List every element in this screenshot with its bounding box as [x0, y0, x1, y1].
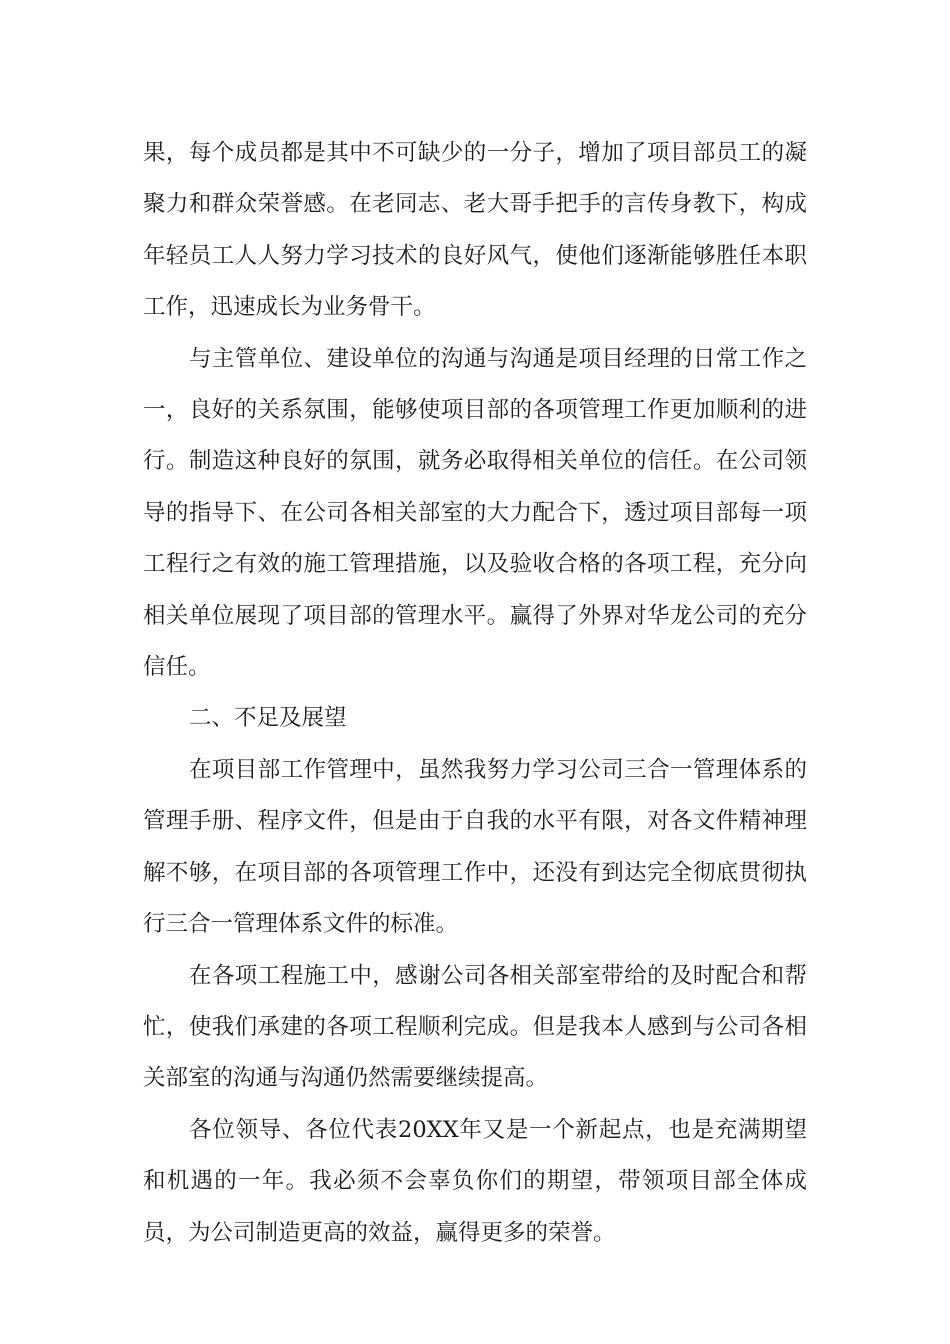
paragraph-department-cooperation: 在各项工程施工中，感谢公司各相关部室带给的及时配合和帮忙，使我们承建的各项工程顺利完成。但是我本人感到与公司各相关部室的沟通与沟通仍然需要继续提高。 — [143, 962, 807, 1092]
paragraph-closing: 各位领导、各位代表20XX年又是一个新起点，也是充满期望和机遇的一年。我必须不会辜负你们的期望，带领项目部全体成员，为公司制造更高的效益，赢得更多的荣誉。 — [143, 1116, 807, 1246]
paragraph-communication: 与主管单位、建设单位的沟通与沟通是项目经理的日常工作之一，良好的关系氛围，能够使项目部的各项管理工作更加顺利的进行。制造这种良好的氛围，就务必取得相关单位的信任。在公司领导的指导下、在公司各相关部室的大力配合下，透过项目部每一项工程行之有效的施工管理措施，以及验收合格的各项工程，充分向相关单位展现了项目部的管理水平。赢得了外界对华龙公司的充分信任。 — [143, 345, 807, 681]
paragraph-team-cohesion: 果，每个成员都是其中不可缺少的一分子，增加了项目部员工的凝聚力和群众荣誉感。在老同志、老大哥手把手的言传身教下，构成年轻员工人人努力学习技术的良好风气，使他们逐渐能够胜任本职工作，迅速成长为业务骨干。 — [143, 140, 807, 321]
paragraph-management-system: 在项目部工作管理中，虽然我努力学习公司三合一管理体系的管理手册、程序文件，但是由于自我的水平有限，对各文件精神理解不够，在项目部的各项管理工作中，还没有到达完全彻底贯彻执行三合一管理体系文件的标准。 — [143, 756, 807, 938]
document-body — [143, 128, 807, 1259]
section-heading-shortcomings: 二、不足及展望 — [189, 705, 347, 732]
